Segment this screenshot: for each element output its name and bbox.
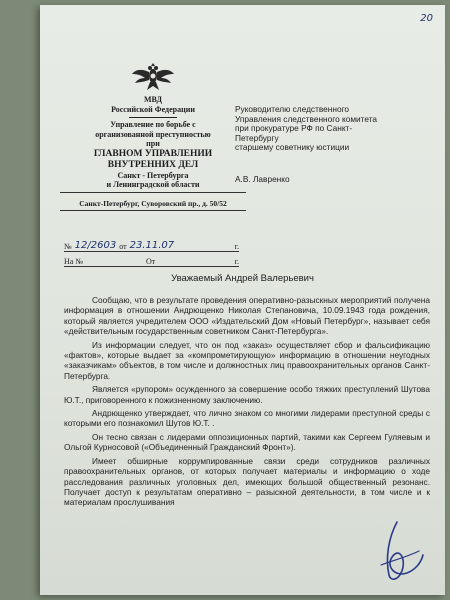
paragraph: Сообщаю, что в результате проведения оперативно-разыскных мероприятий получена информация в отношении Андрющенко Николая Степановича, 10.09.1943 года рождения, который является учредителем ООО «Издательский Дом «Новый Петербург», называет себя «действительным государственным советником Санкт-Петербурга». [64, 295, 430, 337]
letter-body [64, 295, 430, 511]
main-directorate-line: Санкт - Петербурга [117, 170, 189, 180]
recipient-block [235, 105, 420, 185]
recipient-name: А.В. Лавренко [235, 173, 290, 184]
paragraph: Из информации следует, что он под «заказ» осуществляет сбор и фальсификацию «фактов», которые выдает за «компрометирующую» информацию в отношении неугодных «заказчикам» объектов, в том числе и должностных лиц правоохранительных органов Санкт-Петербурга. [64, 339, 430, 381]
sender-block [54, 60, 252, 211]
divider [60, 192, 246, 193]
paragraph: Является «рупором» осужденного за совершение особо тяжких преступлений Шутова Ю.Т., приговоренного к пожизненному заключению. [64, 384, 430, 405]
paragraph: Имеет обширные коррумпированные связи среди сотрудников различных правоохранительных органов, от которых получает материалы и информацию о ходе расследования различных уголовных дел, имеющих большой общественный резонанс. Получает доступ к результатам оперативно – разыскной деятельности, в том числе и к материалам прослушивания [64, 455, 430, 508]
number-prefix: № [64, 242, 72, 251]
sender-line: МВД [143, 95, 163, 104]
divider [60, 210, 246, 211]
recipient-line: Управления следственного комитета [235, 113, 378, 124]
sender-address: Санкт-Петербург, Суворовский пр., д. 50/52 [79, 198, 227, 208]
paragraph: Андрющенко утверждает, что лично знаком со многими лидерами преступной среды с которыми его познакомил Шутов Ю.Т. . [64, 408, 430, 429]
sender-line: Российской Федерации [111, 104, 195, 114]
reference-year-label: г. [234, 257, 239, 266]
registration-row [64, 237, 239, 252]
main-directorate-line: ГЛАВНОМ УПРАВЛЕНИИ [93, 148, 213, 159]
reference-row [64, 252, 239, 267]
registration-number: 12/2603 [74, 240, 117, 251]
main-directorate-line: ВНУТРЕННИХ ДЕЛ [107, 159, 199, 170]
year-suffix: г. [234, 242, 239, 251]
registration-date: 23.11.07 [129, 240, 175, 251]
letter-page [40, 5, 445, 595]
registration-block [64, 237, 239, 267]
handwritten-signature [367, 517, 427, 587]
salutation: Уважаемый Андрей Валерьевич [171, 273, 314, 284]
eagle-emblem-icon [131, 60, 175, 94]
department-line: организованной преступностью [95, 129, 211, 139]
reference-date-label: От [145, 257, 156, 266]
date-prefix: от [119, 242, 127, 251]
department-line: при [146, 139, 160, 148]
recipient-line: старшему советнику юстиции [235, 142, 350, 153]
recipient-line: при прокуратуре РФ по Санкт- [235, 123, 353, 134]
recipient-line: Петербургу [235, 132, 279, 143]
department-line: Управление по борьбе с [110, 120, 196, 129]
reference-number-label: На № [64, 257, 83, 266]
recipient-line: Руководителю следственного [235, 104, 350, 114]
main-directorate-line: и Ленинградской области [106, 180, 200, 189]
divider [129, 117, 177, 118]
page-number: 20 [420, 13, 433, 24]
paragraph: Он тесно связан с лидерами оппозиционных партий, такими как Сергеем Гуляевым и Ольгой Курносовой («Объединенный Гражданский Фронт»). [64, 431, 430, 453]
